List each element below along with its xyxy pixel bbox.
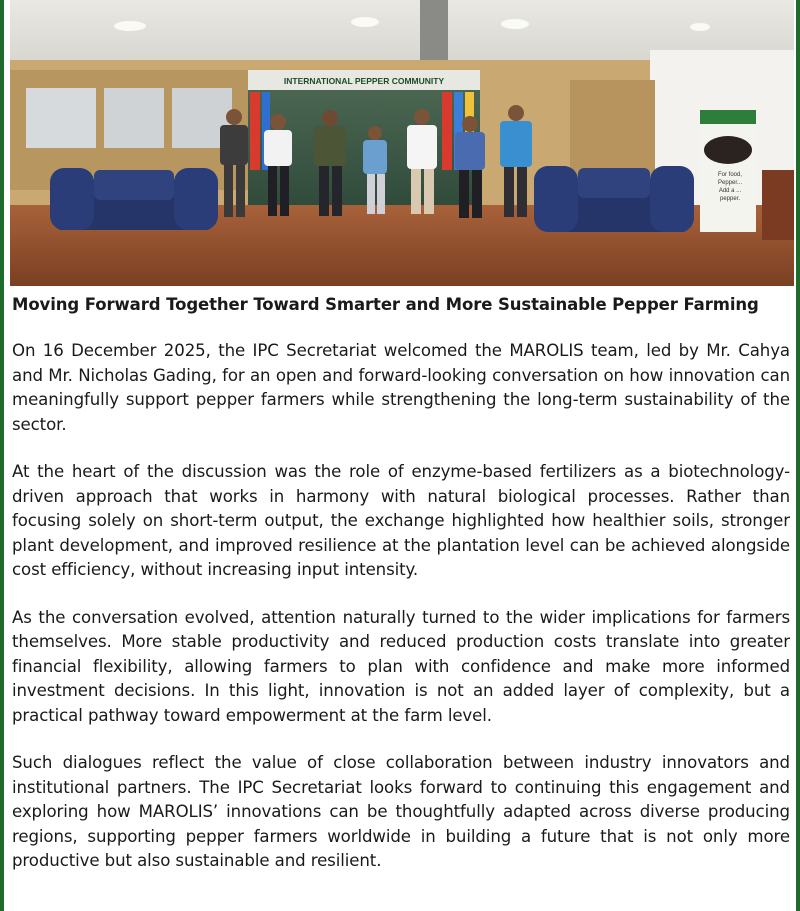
poster-line: For food, [717,172,743,178]
article-paragraph: At the heart of the discussion was the role of enzyme-based fertilizers as a biotechnology-driven approach that works in harmony with natural biological processes. Rather than focusing solely on short-term output, the exchange highlighted how healthier soils, stronger plant development, and improved resilience at the plantation level can be achieved alongside cost efficiency, without increasing input intensity. [12,462,790,579]
article-title: Moving Forward Together Toward Smarter and More Sustainable Pepper Farming [12,295,759,314]
poster-line: pepper. [719,196,741,202]
banner-text: INTERNATIONAL PEPPER COMMUNITY [283,76,445,86]
article-paragraph: Such dialogues reflect the value of close collaboration between industry innovators and institutional partners. The IPC Secretariat looks forward to continuing this engagement and exploring how MAROLIS’ innovations can be thoughtfully adapted across diverse producing regions, supporting pepper farmers worldwide in building a future that is not only more productive but also sustainable and resilient. [12,753,790,870]
article-paragraph: On 16 December 2025, the IPC Secretariat welcomed the MAROLIS team, led by Mr. Cahya and Mr. Nicholas Gading, for an open and forward-looking conversation on how innovation can meaningfully support pepper farmers while strengthening the long-term sustainability of the sector. [12,341,790,434]
poster-line: Pepper... [717,180,743,186]
article-paragraph: As the conversation evolved, attention naturally turned to the wider implications for farmers themselves. More stable productivity and reduced production costs translate into greater financial flexibility, allowing farmers to plan with confidence and make more informed investment decisions. In this light, innovation is not an added layer of complexity, but a practical pathway toward empowerment at the farm level. [12,607,790,725]
poster-line: Add a ... [718,188,742,194]
article [12,292,790,897]
group-photo [10,0,794,286]
